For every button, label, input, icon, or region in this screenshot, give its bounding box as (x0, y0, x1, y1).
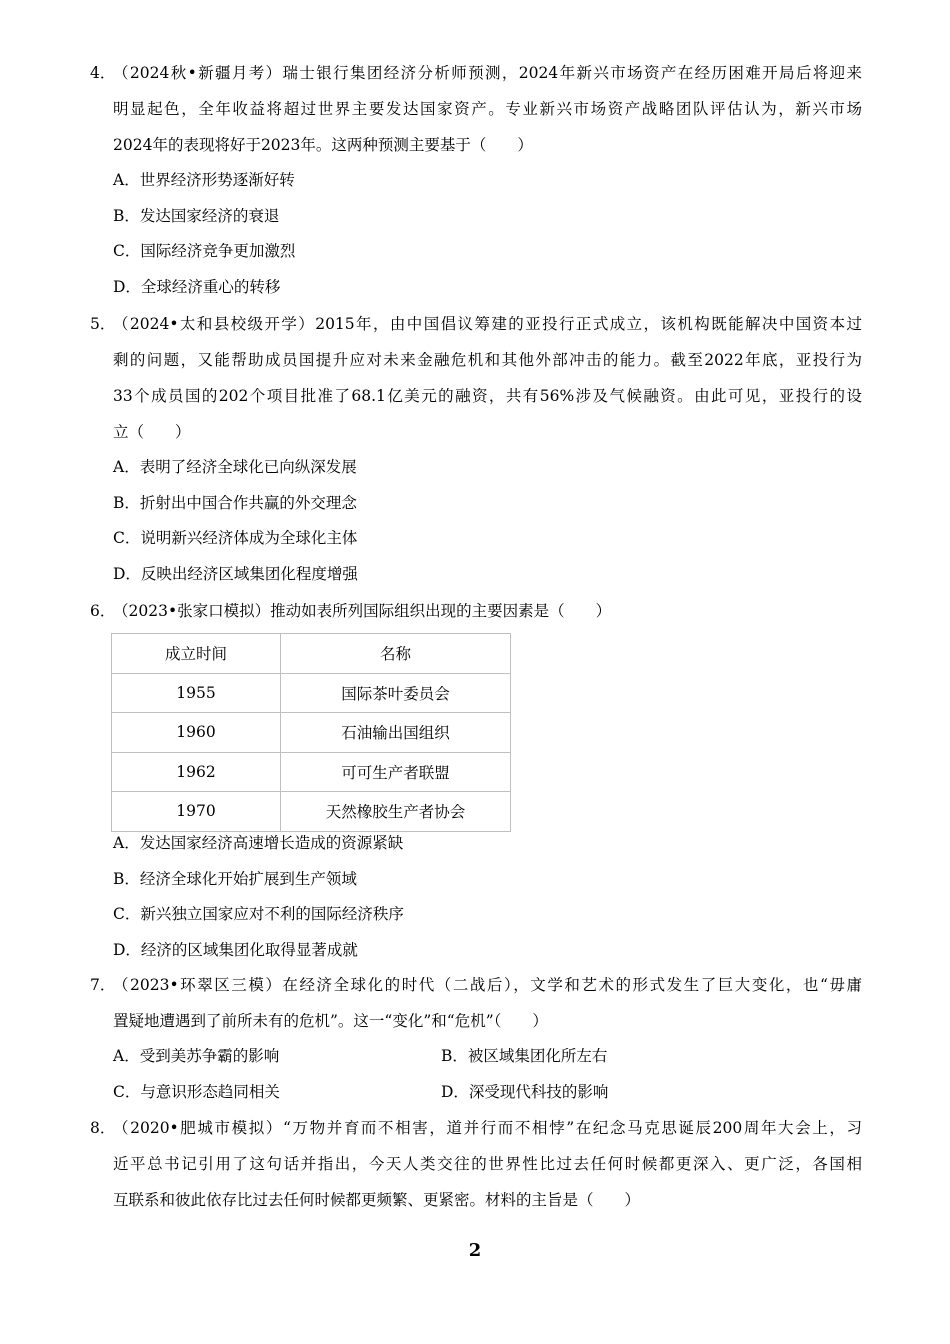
option-a[interactable]: A．表明了经济全球化已向纵深发展 (113, 458, 357, 476)
question-number: 4． (90, 64, 116, 82)
question-text: （2024秋•新疆月考）瑞士银行集团经济分析师预测，2024年新兴市场资产在经历困难开局后将迎来 (113, 64, 862, 82)
question-text: 立（ ） (113, 423, 191, 441)
question-5-line-1 (90, 306, 862, 342)
question-text: 近平总书记引用了这句话并指出，今天人类交往的世界性比过去任何时候都更深入、更广泛，各国相 (113, 1155, 862, 1173)
table-cell-year: 1962 (112, 752, 281, 792)
question-number: 6． (90, 602, 116, 620)
table-cell-name: 可可生产者联盟 (281, 752, 511, 792)
table-cell-year: 1970 (112, 792, 281, 832)
question-text: 剩的问题，又能帮助成员国提升应对未来金融危机和其他外部冲击的能力。截至2022年底，亚投行为 (113, 351, 862, 369)
option-c[interactable]: C．新兴独立国家应对不利的国际经济秩序 (113, 905, 404, 923)
question-5 (90, 306, 862, 592)
table-cell-year: 1960 (112, 713, 281, 753)
question-number: 8． (90, 1119, 116, 1137)
question-7-line-1 (90, 967, 862, 1003)
question-number: 5． (90, 315, 116, 333)
organizations-table (111, 633, 511, 832)
option-c[interactable]: C．与意识形态趋同相关 (113, 1082, 280, 1101)
question-text: 2024年的表现将好于2023年。这两种预测主要基于（ ） (113, 136, 533, 154)
option-a[interactable]: A．受到美苏争霸的影响 (113, 1047, 280, 1065)
table-header-row (112, 634, 511, 674)
table-row (112, 713, 511, 753)
option-row (90, 1075, 862, 1111)
question-text: 33个成员国的202个项目批准了68.1亿美元的融资，共有56%涉及气候融资。由此可见，亚投行的设 (113, 387, 862, 405)
question-number: 7． (90, 976, 116, 994)
question-5-line-3 (90, 378, 862, 414)
question-text: 置疑地遭遇到了前所未有的危机”。这一“变化”和“危机”（ ） (113, 1012, 548, 1030)
option-c[interactable]: C．说明新兴经济体成为全球化主体 (113, 529, 358, 547)
option-b[interactable]: B．折射出中国合作共赢的外交理念 (113, 493, 357, 512)
question-7 (90, 967, 862, 1110)
question-8-line-2 (90, 1146, 862, 1182)
question-5-line-4 (90, 414, 862, 450)
option-d[interactable]: D．深受现代科技的影响 (441, 1082, 609, 1101)
question-8-line-3 (90, 1182, 862, 1218)
question-4-line-2 (90, 91, 862, 127)
question-text: （2023•环翠区三模）在经济全球化的时代（二战后），文学和艺术的形式发生了巨大变化，也“毋庸 (113, 976, 862, 994)
option-d[interactable]: D．全球经济重心的转移 (113, 277, 281, 296)
question-4 (90, 55, 862, 305)
table-cell-name: 国际茶叶委员会 (281, 673, 511, 713)
question-8 (90, 1110, 862, 1218)
option-d[interactable]: D．经济的区域集团化取得显著成就 (113, 940, 358, 959)
option-row (90, 1039, 862, 1075)
table-row (112, 673, 511, 713)
question-text: 互联系和彼此依存比过去任何时候都更频繁、更紧密。材料的主旨是（ ） (113, 1191, 641, 1209)
question-6-options (90, 826, 862, 968)
table-row (112, 752, 511, 792)
table-header-cell: 成立时间 (112, 634, 281, 674)
question-text: （2020•肥城市模拟）“万物并育而不相害，道并行而不相悖”在纪念马克思诞辰200周年大会上，习 (113, 1119, 862, 1137)
question-text: （2024•太和县校级开学）2015年，由中国倡议筹建的亚投行正式成立，该机构既能解决中国资本过 (113, 315, 862, 333)
option-b[interactable]: B．发达国家经济的衰退 (113, 206, 280, 225)
option-a[interactable]: A．发达国家经济高速增长造成的资源紧缺 (113, 834, 404, 852)
option-b[interactable]: B．被区域集团化所左右 (441, 1047, 608, 1065)
question-text: 明显起色，全年收益将超过世界主要发达国家资产。专业新兴市场资产战略团队评估认为，新兴市场 (113, 100, 862, 118)
table-cell-name: 天然橡胶生产者协会 (281, 792, 511, 832)
page-number: 2 (468, 1240, 482, 1261)
question-7-line-2 (90, 1003, 862, 1039)
option-a[interactable]: A．世界经济形势逐渐好转 (113, 171, 295, 189)
question-6-line-1 (90, 593, 862, 629)
table-header-cell: 名称 (281, 634, 511, 674)
question-text: （2023•张家口模拟）推动如表所列国际组织出现的主要因素是（ ） (113, 602, 612, 620)
option-d[interactable]: D．反映出经济区域集团化程度增强 (113, 564, 358, 583)
table-cell-name: 石油输出国组织 (281, 713, 511, 753)
table-cell-year: 1955 (112, 673, 281, 713)
question-5-line-2 (90, 342, 862, 378)
question-8-line-1 (90, 1110, 862, 1146)
question-4-line-3 (90, 127, 862, 163)
option-b[interactable]: B．经济全球化开始扩展到生产领域 (113, 869, 357, 888)
question-6 (90, 593, 862, 629)
question-4-line-1 (90, 55, 862, 91)
option-c[interactable]: C．国际经济竞争更加激烈 (113, 242, 296, 260)
